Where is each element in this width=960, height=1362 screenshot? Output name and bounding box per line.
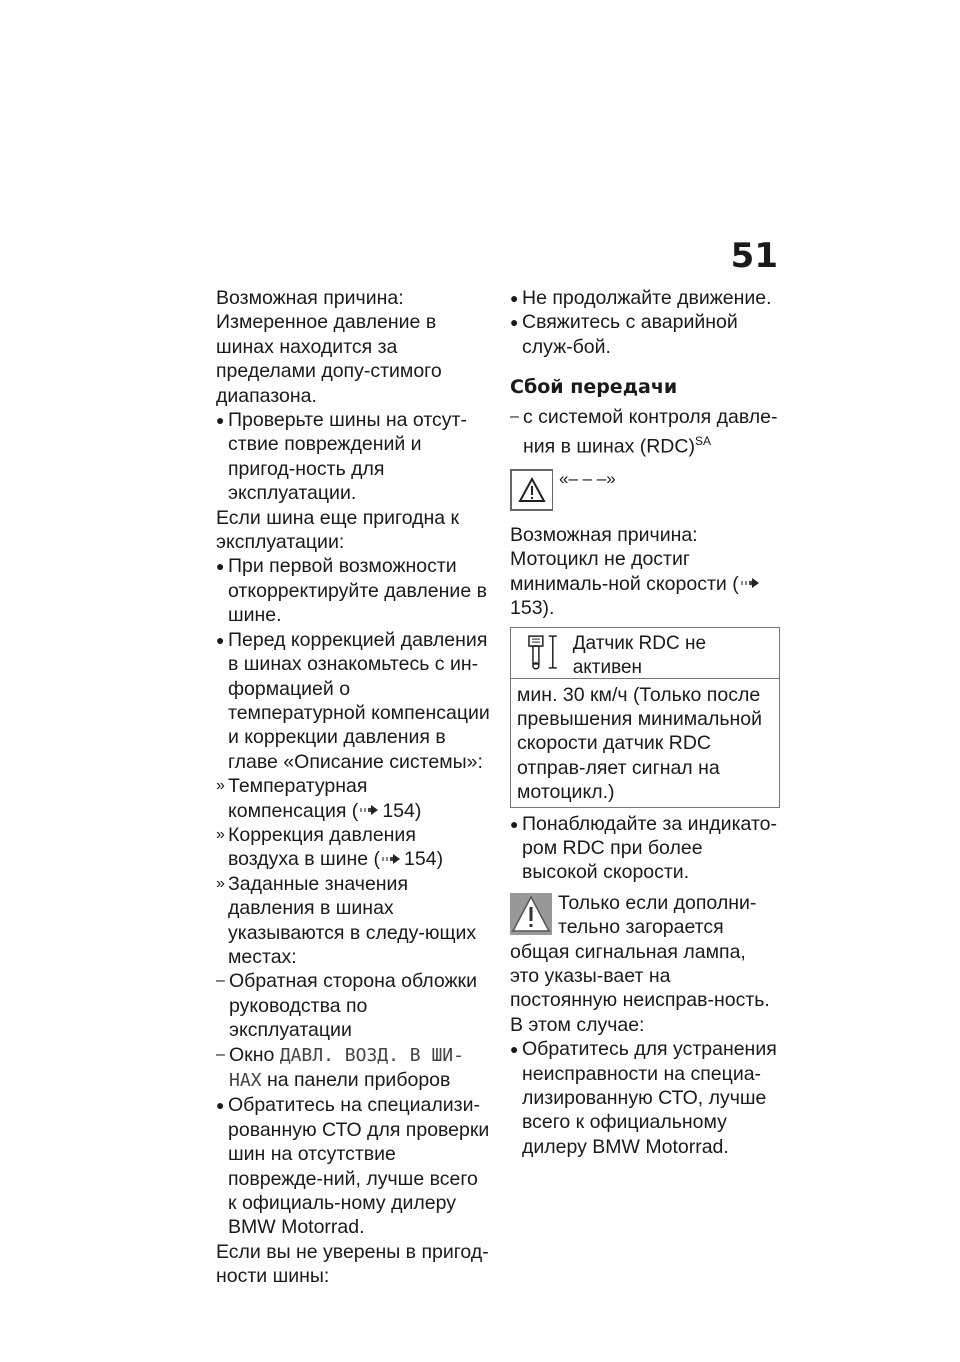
bullet-icon: ● bbox=[510, 815, 519, 832]
right-column bbox=[510, 286, 780, 1159]
list-item: – Окно ДАВЛ. ВОЗД. В ШИ-НАХ на панели приборов bbox=[216, 1043, 464, 1091]
paragraph-if-usable: Если шина еще пригодна к эксплуатации: bbox=[216, 506, 460, 554]
bullet-icon: ● bbox=[510, 314, 519, 331]
list-item: – Обратная сторона обложки руководства по эксплуатации bbox=[216, 970, 477, 1042]
warning-note bbox=[510, 891, 780, 1013]
bullet-icon: ● bbox=[510, 1041, 519, 1058]
paragraph-cause-text: Измеренное давление в шинах находится за пределами допу-стимого диапазона. bbox=[216, 311, 442, 407]
dash-icon: – bbox=[510, 407, 519, 425]
reference-arrow-icon bbox=[382, 854, 400, 864]
chevron-right-icon: » bbox=[216, 825, 225, 843]
list-item: ● Понаблюдайте за индикато-ром RDC при более высокой скорости. bbox=[510, 812, 777, 884]
left-column bbox=[216, 286, 490, 1289]
rdc-table-body: мин. 30 км/ч (Только после превышения минимальной скорости датчик RDC отправ-ляет сигнал на мотоцикл.) bbox=[517, 683, 763, 804]
bullet-icon: ● bbox=[510, 290, 519, 306]
list-item: ● Проверьте шины на отсут-ствие повреждений и пригод-ность для эксплуатации. bbox=[216, 409, 467, 505]
dash-icon: – bbox=[216, 972, 225, 990]
reference-item[interactable]: » Температурная компенсация ( 154) bbox=[216, 775, 422, 822]
reference-item[interactable]: » Коррекция давления воздуха в шине ( 154) bbox=[216, 823, 444, 871]
bullet-icon: ● bbox=[216, 558, 225, 575]
list-item: ● При первой возможности откорректируйте давление в шине. bbox=[216, 555, 487, 627]
warning-lamp bbox=[510, 469, 553, 511]
list-item: ● Свяжитесь с аварийной служ-бой. bbox=[510, 311, 738, 358]
option-superscript: SA bbox=[694, 434, 711, 449]
list-item: ● Перед коррекцией давления в шинах ознакомьтесь с ин-формацией о температурной компенсации и коррекции давления в главе «Описание системы»: bbox=[216, 628, 490, 773]
rdc-table-title: Датчик RDC не активен bbox=[572, 632, 707, 678]
paragraph-cause-text[interactable]: Мотоцикл не достиг минималь-ной скорости (153). bbox=[510, 547, 780, 620]
display-text: «– – –» bbox=[559, 468, 616, 488]
warning-note-text: Только если дополни-тельно загорается общая сигнальная лампа, это указы-вает на постоянную неисправ-ность. bbox=[510, 891, 770, 1012]
warning-triangle-icon bbox=[510, 893, 552, 935]
bullet-icon: ● bbox=[216, 1097, 225, 1114]
paragraph-cause-label: Возможная причина: bbox=[216, 287, 404, 309]
chevron-right-icon: » bbox=[216, 777, 225, 795]
display-message: ДАВЛ. ВОЗД. В ШИ-НАХ bbox=[229, 1044, 464, 1091]
warning-triangle-icon bbox=[518, 477, 546, 503]
bullet-icon: ● bbox=[216, 412, 225, 429]
reference-arrow-icon bbox=[360, 805, 378, 815]
tire-pressure-sensor-icon bbox=[525, 632, 565, 672]
paragraph-in-this-case: В этом случае: bbox=[510, 1013, 645, 1036]
indicator-display bbox=[510, 469, 780, 521]
list-item: » Заданные значения давления в шинах указываются в следу-ющих местах: bbox=[216, 872, 477, 968]
paragraph-cause-label: Возможная причина: bbox=[510, 523, 698, 546]
list-item: – с системой контроля давле-ния в шинах (RDC)$^{SA}$ bbox=[510, 405, 778, 458]
list-item: ● Не продолжайте движение. bbox=[510, 287, 772, 309]
list-item: ● Обратитесь на специализи-рованную СТО для проверки шин на отсутствие поврежде-ний, лучше всего к официаль-ному дилеру BMW Motorrad. bbox=[216, 1094, 490, 1239]
bullet-icon: ● bbox=[216, 631, 225, 648]
list-item: ● Обратитесь для устранения неисправности на специа-лизированную СТО, лучше всего к официальному дилеру BMW Motorrad. bbox=[510, 1038, 777, 1158]
reference-arrow-icon bbox=[741, 578, 759, 588]
rdc-info-table bbox=[510, 627, 780, 808]
page-number: 51 bbox=[730, 236, 778, 276]
dash-icon: – bbox=[216, 1045, 225, 1063]
section-heading: Сбой передачи bbox=[510, 376, 678, 399]
paragraph-unsure: Если вы не уверены в пригод-ности шины: bbox=[216, 1240, 489, 1288]
chevron-right-icon: » bbox=[216, 874, 225, 892]
